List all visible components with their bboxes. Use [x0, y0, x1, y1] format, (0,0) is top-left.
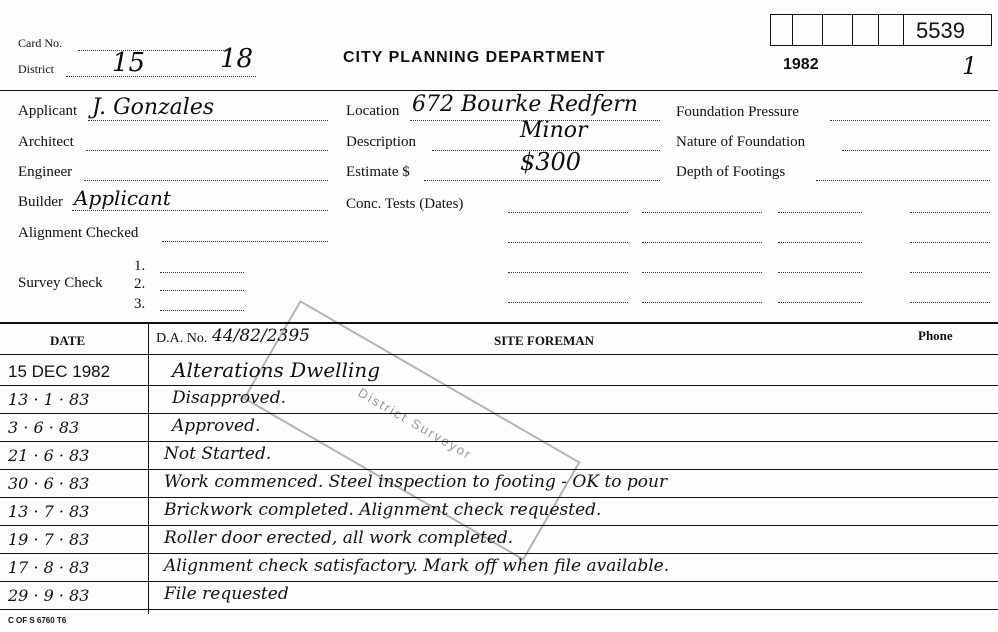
row-line [0, 469, 998, 470]
row-line [0, 553, 998, 554]
nature-foundation-line [842, 150, 990, 151]
conc-line [508, 242, 628, 243]
nature-foundation-label: Nature of Foundation [676, 134, 806, 150]
depth-footings-label: Depth of Footings [676, 164, 786, 180]
page-mark: 1 [962, 52, 978, 80]
conc-line [910, 242, 990, 243]
header-row-line [0, 354, 998, 355]
district-value: 18 [220, 44, 254, 74]
row-line [0, 497, 998, 498]
da-value: 44/82/2395 [212, 326, 310, 346]
card-no-line [78, 50, 228, 51]
row-note: Disapproved. [172, 388, 287, 408]
survey-num-3: 3. [134, 296, 146, 312]
foundation-pressure-line [830, 120, 990, 121]
conc-line [642, 242, 762, 243]
date-header: DATE [50, 333, 86, 348]
box-divider [903, 14, 904, 46]
architect-line [86, 150, 328, 151]
estimate-line [424, 180, 660, 181]
applicant-value: J. Gonzales [92, 95, 215, 120]
form-code: C OF S 6760 T6 [8, 616, 67, 625]
applicant-label: Applicant [18, 103, 78, 119]
builder-label: Builder [18, 194, 63, 210]
row-date: 19 · 7 · 83 [8, 530, 90, 549]
engineer-label: Engineer [18, 164, 73, 180]
survey-line-2 [160, 290, 244, 291]
header-divider [0, 90, 998, 91]
conc-line [778, 242, 862, 243]
row-date: 3 · 6 · 83 [8, 418, 80, 437]
row-note: Approved. [172, 416, 261, 436]
district-line [66, 76, 256, 77]
survey-label: Survey Check [18, 275, 103, 291]
row-note: Alterations Dwelling [172, 358, 381, 382]
conc-line [910, 212, 990, 213]
row-date: 29 · 9 · 83 [8, 586, 90, 605]
row-date: 17 · 8 · 83 [8, 558, 90, 577]
alignment-label: Alignment Checked [18, 225, 139, 241]
alignment-line [162, 241, 328, 242]
location-label: Location [346, 103, 400, 119]
conc-line [778, 272, 862, 273]
depth-footings-line [816, 180, 990, 181]
card-no-label: Card No. [18, 36, 62, 50]
conc-line [910, 302, 990, 303]
phone-header: Phone [918, 328, 953, 343]
survey-line-3 [160, 310, 244, 311]
conc-line [508, 272, 628, 273]
row-note: Alignment check satisfactory. Mark off when file available. [164, 556, 670, 576]
conc-line [642, 272, 762, 273]
district-label: District [18, 62, 54, 76]
card-no-value: 15 [112, 48, 146, 78]
box-divider [822, 14, 823, 46]
row-note: Work commenced. Steel inspection to footing - OK to pour [164, 472, 668, 492]
survey-num-1: 1. [134, 258, 146, 274]
conc-line [778, 212, 862, 213]
row-date: 30 · 6 · 83 [8, 474, 90, 493]
row-date: 13 · 1 · 83 [8, 390, 90, 409]
stamp-text: District Surveyor [355, 384, 476, 463]
builder-value: Applicant [74, 186, 171, 210]
site-foreman-header: SITE FOREMAN [494, 333, 595, 348]
conc-line [778, 302, 862, 303]
survey-line-1 [160, 272, 244, 273]
conc-line [508, 302, 628, 303]
row-note: Not Started. [164, 444, 272, 464]
engineer-line [84, 180, 328, 181]
row-note: File requested [164, 584, 289, 604]
row-date: 13 · 7 · 83 [8, 502, 90, 521]
row-date: 15 DEC 1982 [8, 362, 111, 381]
location-value: 672 Bourke Redfern [412, 92, 638, 117]
box-divider [852, 14, 853, 46]
architect-label: Architect [18, 134, 74, 150]
survey-num-2: 2. [134, 276, 146, 292]
department-title: CITY PLANNING DEPARTMENT [343, 49, 606, 66]
box-divider [878, 14, 879, 46]
row-line [0, 413, 998, 414]
table-top-line [0, 322, 998, 324]
row-line [0, 609, 998, 610]
row-line [0, 385, 998, 386]
file-number: 5539 [916, 18, 965, 43]
conc-line [508, 212, 628, 213]
foundation-pressure-label: Foundation Pressure [676, 104, 799, 120]
conc-line [642, 302, 762, 303]
da-label: D.A. No. [156, 331, 208, 346]
row-note: Roller door erected, all work completed. [164, 528, 514, 548]
description-label: Description [346, 134, 416, 150]
box-divider [792, 14, 793, 46]
builder-line [72, 210, 328, 211]
row-line [0, 441, 998, 442]
estimate-label: Estimate $ [346, 164, 410, 180]
row-line [0, 581, 998, 582]
conc-line [642, 212, 762, 213]
row-line [0, 525, 998, 526]
description-value: Minor [520, 118, 588, 143]
row-date: 21 · 6 · 83 [8, 446, 90, 465]
row-note: Brickwork completed. Alignment check requested. [164, 500, 602, 520]
conc-tests-label: Conc. Tests (Dates) [346, 196, 464, 212]
estimate-value: $300 [520, 148, 582, 176]
applicant-line [88, 120, 328, 121]
year: 1982 [783, 56, 819, 73]
conc-line [910, 272, 990, 273]
date-column-divider [148, 322, 149, 614]
